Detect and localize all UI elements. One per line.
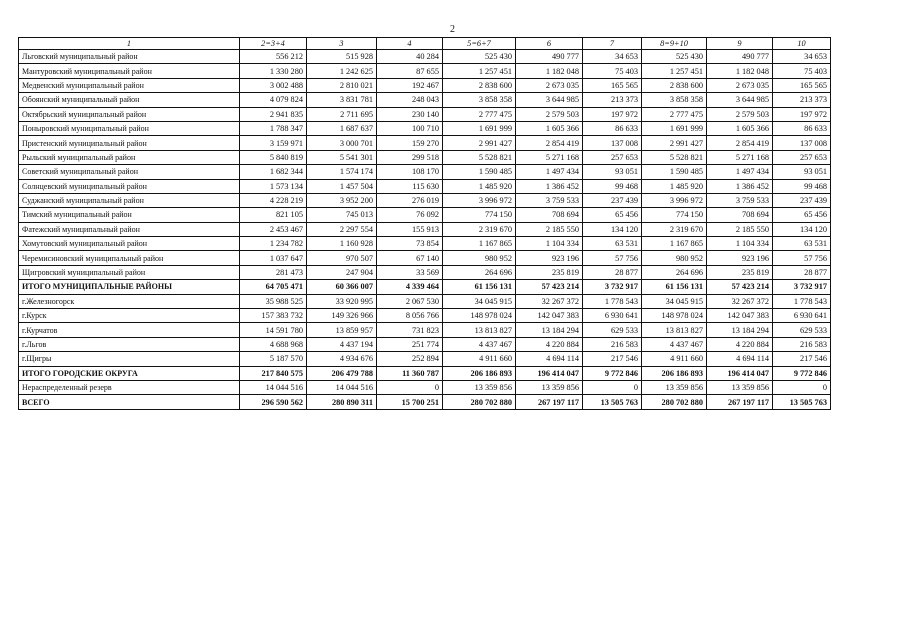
table-cell: 3 996 972 [443,193,516,207]
table-cell: 60 366 007 [307,280,377,294]
table-cell: 206 479 788 [307,366,377,380]
column-header: 3 [307,38,377,50]
table-cell: 4 437 467 [642,337,707,351]
table-cell: 4 694 114 [707,352,773,366]
column-header: 7 [583,38,642,50]
row-name: Советский муниципальный район [19,165,240,179]
row-name: г.Курск [19,309,240,323]
table-cell: 237 439 [583,193,642,207]
table-cell: 299 518 [377,150,443,164]
row-name: Пристенский муниципальный район [19,136,240,150]
column-header: 1 [19,38,240,50]
table-row [19,64,831,78]
table-cell: 774 150 [443,208,516,222]
table-row [19,208,831,222]
row-name: г.Курчатов [19,323,240,337]
table-cell: 3 002 488 [240,78,307,92]
row-name: Мантуровский муниципальный район [19,64,240,78]
table-cell: 33 569 [377,265,443,279]
table-cell: 970 507 [307,251,377,265]
table-cell: 217 546 [773,352,831,366]
row-name: ИТОГО МУНИЦИПАЛЬНЫЕ РАЙОНЫ [19,280,240,294]
table-cell: 1 257 451 [443,64,516,78]
table-cell: 708 694 [516,208,583,222]
table-row [19,352,831,366]
row-name: Нераспределенный резерв [19,380,240,394]
table-cell: 14 044 516 [240,380,307,394]
table-cell: 525 430 [443,50,516,64]
table-cell: 280 702 880 [642,395,707,409]
table-cell: 213 373 [773,93,831,107]
table-cell: 57 756 [773,251,831,265]
table-cell: 4 437 194 [307,337,377,351]
table-cell: 1 457 504 [307,179,377,193]
table-cell: 1 104 334 [516,237,583,251]
table-cell: 134 120 [583,222,642,236]
table-cell: 11 360 787 [377,366,443,380]
table-cell: 75 403 [583,64,642,78]
table-cell: 149 326 966 [307,309,377,323]
row-name: Рыльский муниципальный район [19,150,240,164]
table-cell: 4 694 114 [516,352,583,366]
table-cell: 13 184 294 [707,323,773,337]
table-cell: 237 439 [773,193,831,207]
table-cell: 3 858 358 [443,93,516,107]
table-cell: 276 019 [377,193,443,207]
table-cell: 13 813 827 [642,323,707,337]
table-cell: 13 813 827 [443,323,516,337]
table-cell: 197 972 [773,107,831,121]
table-row [19,251,831,265]
row-name: Хомутовский муниципальный район [19,237,240,251]
table-cell: 76 092 [377,208,443,222]
table-cell: 217 840 575 [240,366,307,380]
table-cell: 216 583 [773,337,831,351]
row-name: Суджанский муниципальный район [19,193,240,207]
column-header: 6 [516,38,583,50]
table-cell: 2 711 695 [307,107,377,121]
row-name: Черемисиновский муниципальный район [19,251,240,265]
table-cell: 3 858 358 [642,93,707,107]
table-cell: 61 156 131 [443,280,516,294]
table-cell: 5 187 570 [240,352,307,366]
table-cell: 3 759 533 [516,193,583,207]
table-cell: 99 468 [583,179,642,193]
table-cell: 157 383 732 [240,309,307,323]
table-cell: 1 167 865 [642,237,707,251]
table-cell: 4 079 824 [240,93,307,107]
table-cell: 2 941 835 [240,107,307,121]
table-cell: 137 008 [773,136,831,150]
table-cell: 67 140 [377,251,443,265]
table-cell: 2 854 419 [516,136,583,150]
table-cell: 1 788 347 [240,121,307,135]
table-cell: 13 505 763 [773,395,831,409]
table-cell: 61 156 131 [642,280,707,294]
table-cell: 1 167 865 [443,237,516,251]
table-cell: 196 414 047 [707,366,773,380]
table-cell: 2 297 554 [307,222,377,236]
column-header: 2=3+4 [240,38,307,50]
table-cell: 1 485 920 [642,179,707,193]
table-cell: 2 854 419 [707,136,773,150]
table-cell: 235 819 [707,265,773,279]
table-cell: 197 972 [583,107,642,121]
table-cell: 4 934 676 [307,352,377,366]
table-cell: 2 673 035 [516,78,583,92]
table-cell: 490 777 [707,50,773,64]
column-header: 10 [773,38,831,50]
table-cell: 235 819 [516,265,583,279]
table-cell: 155 913 [377,222,443,236]
table-cell: 280 890 311 [307,395,377,409]
table-cell: 9 772 846 [583,366,642,380]
table-cell: 1 182 048 [707,64,773,78]
table-row [19,150,831,164]
table-cell: 86 633 [583,121,642,135]
row-name: Тимский муниципальный район [19,208,240,222]
table-cell: 1 330 280 [240,64,307,78]
table-cell: 1 242 625 [307,64,377,78]
table-cell: 1 778 543 [583,294,642,308]
table-cell: 515 928 [307,50,377,64]
table-row [19,179,831,193]
table-cell: 4 220 884 [707,337,773,351]
table-row [19,323,831,337]
table-cell: 3 759 533 [707,193,773,207]
column-header: 8=9+10 [642,38,707,50]
table-cell: 247 904 [307,265,377,279]
table-cell: 0 [583,380,642,394]
total-row [19,366,831,380]
table-cell: 1 160 928 [307,237,377,251]
table-cell: 63 531 [773,237,831,251]
table-row [19,136,831,150]
table-cell: 1 687 637 [307,121,377,135]
table-cell: 267 197 117 [516,395,583,409]
table-cell: 32 267 372 [516,294,583,308]
table-cell: 148 978 024 [443,309,516,323]
table-cell: 192 467 [377,78,443,92]
table-cell: 1 691 999 [443,121,516,135]
table-body [19,38,831,410]
table-cell: 8 056 766 [377,309,443,323]
table-cell: 3 732 917 [583,280,642,294]
table-cell: 1 605 366 [707,121,773,135]
table-cell: 1 590 485 [642,165,707,179]
table-cell: 1 037 647 [240,251,307,265]
table-cell: 4 911 660 [642,352,707,366]
table-cell: 65 456 [583,208,642,222]
table-cell: 99 468 [773,179,831,193]
table-cell: 159 270 [377,136,443,150]
table-cell: 73 854 [377,237,443,251]
table-cell: 280 702 880 [443,395,516,409]
table-cell: 28 877 [583,265,642,279]
table-cell: 2 579 503 [516,107,583,121]
table-cell: 264 696 [642,265,707,279]
table-cell: 1 574 174 [307,165,377,179]
table-cell: 2 838 600 [642,78,707,92]
table-cell: 821 105 [240,208,307,222]
table-cell: 923 196 [516,251,583,265]
table-cell: 5 541 301 [307,150,377,164]
table-cell: 3 159 971 [240,136,307,150]
table-row [19,222,831,236]
table-cell: 980 952 [443,251,516,265]
table-cell: 34 045 915 [642,294,707,308]
table-cell: 13 184 294 [516,323,583,337]
table-cell: 257 653 [773,150,831,164]
table-cell: 14 591 780 [240,323,307,337]
table-cell: 5 840 819 [240,150,307,164]
table-cell: 980 952 [642,251,707,265]
table-cell: 57 423 214 [707,280,773,294]
table-cell: 13 359 856 [443,380,516,394]
table-cell: 4 437 467 [443,337,516,351]
table-cell: 1 778 543 [773,294,831,308]
table-cell: 1 386 452 [516,179,583,193]
table-cell: 217 546 [583,352,642,366]
table-cell: 1 605 366 [516,121,583,135]
table-cell: 3 000 701 [307,136,377,150]
row-name: г.Железногорск [19,294,240,308]
table-row [19,309,831,323]
table-cell: 137 008 [583,136,642,150]
table-cell: 3 644 985 [516,93,583,107]
table-cell: 1 182 048 [516,64,583,78]
table-cell: 57 756 [583,251,642,265]
table-cell: 108 170 [377,165,443,179]
table-cell: 745 013 [307,208,377,222]
column-header: 5=6+7 [443,38,516,50]
table-cell: 490 777 [516,50,583,64]
row-name: Поныровский муниципальный район [19,121,240,135]
table-cell: 230 140 [377,107,443,121]
table-cell: 2 777 475 [443,107,516,121]
table-cell: 165 565 [583,78,642,92]
row-name: г.Щигры [19,352,240,366]
table-cell: 4 339 464 [377,280,443,294]
table-cell: 3 952 200 [307,193,377,207]
table-row [19,193,831,207]
table-cell: 4 688 968 [240,337,307,351]
table-row [19,237,831,251]
table-cell: 40 284 [377,50,443,64]
table-cell: 281 473 [240,265,307,279]
table-cell: 1 497 434 [516,165,583,179]
table-cell: 5 528 821 [443,150,516,164]
table-cell: 134 120 [773,222,831,236]
table-row [19,107,831,121]
table-cell: 525 430 [642,50,707,64]
table-cell: 6 930 641 [773,309,831,323]
table-cell: 34 653 [583,50,642,64]
row-name: ИТОГО ГОРОДСКИЕ ОКРУГА [19,366,240,380]
table-cell: 142 047 383 [516,309,583,323]
table-cell: 115 630 [377,179,443,193]
table-cell: 100 710 [377,121,443,135]
table-cell: 2 991 427 [443,136,516,150]
row-name: г.Льгов [19,337,240,351]
table-cell: 1 590 485 [443,165,516,179]
table-cell: 142 047 383 [707,309,773,323]
table-cell: 2 838 600 [443,78,516,92]
table-cell: 2 453 467 [240,222,307,236]
table-cell: 3 996 972 [642,193,707,207]
table-cell: 32 267 372 [707,294,773,308]
row-name: Медвенский муниципальный район [19,78,240,92]
table-cell: 248 043 [377,93,443,107]
table-row [19,93,831,107]
table-cell: 216 583 [583,337,642,351]
table-cell: 4 228 219 [240,193,307,207]
row-name: Солнцевский муниципальный район [19,179,240,193]
row-name: ВСЕГО [19,395,240,409]
table-cell: 2 777 475 [642,107,707,121]
table-cell: 34 653 [773,50,831,64]
table-cell: 2 673 035 [707,78,773,92]
table-cell: 267 197 117 [707,395,773,409]
table-cell: 63 531 [583,237,642,251]
table-row [19,337,831,351]
table-cell: 196 414 047 [516,366,583,380]
table-row [19,165,831,179]
table-cell: 165 565 [773,78,831,92]
row-name: Фатежский муниципальный район [19,222,240,236]
table-row [19,78,831,92]
table-cell: 923 196 [707,251,773,265]
table-cell: 629 533 [583,323,642,337]
table-cell: 708 694 [707,208,773,222]
table-cell: 2 810 021 [307,78,377,92]
row-name: Щигровский муниципальный район [19,265,240,279]
table-cell: 4 911 660 [443,352,516,366]
table-cell: 0 [773,380,831,394]
table-cell: 2 185 550 [516,222,583,236]
table-row [19,380,831,394]
table-cell: 13 505 763 [583,395,642,409]
table-cell: 206 186 893 [642,366,707,380]
table-cell: 57 423 214 [516,280,583,294]
table-cell: 1 485 920 [443,179,516,193]
table-cell: 13 859 957 [307,323,377,337]
total-row [19,280,831,294]
table-cell: 148 978 024 [642,309,707,323]
table-cell: 251 774 [377,337,443,351]
table-cell: 13 359 856 [516,380,583,394]
table-cell: 1 257 451 [642,64,707,78]
table-row [19,121,831,135]
table-cell: 2 579 503 [707,107,773,121]
table-cell: 2 319 670 [443,222,516,236]
table-cell: 5 528 821 [642,150,707,164]
table-cell: 0 [377,380,443,394]
table-cell: 35 988 525 [240,294,307,308]
table-cell: 5 271 168 [516,150,583,164]
table-cell: 3 831 781 [307,93,377,107]
column-header: 4 [377,38,443,50]
table-cell: 252 894 [377,352,443,366]
table-row [19,294,831,308]
table-cell: 65 456 [773,208,831,222]
table-cell: 731 823 [377,323,443,337]
table-cell: 87 655 [377,64,443,78]
table-cell: 33 920 995 [307,294,377,308]
table-cell: 213 373 [583,93,642,107]
table-cell: 1 691 999 [642,121,707,135]
table-cell: 206 186 893 [443,366,516,380]
table-cell: 13 359 856 [642,380,707,394]
budget-table [18,37,831,410]
table-cell: 3 644 985 [707,93,773,107]
table-cell: 64 705 471 [240,280,307,294]
table-cell: 6 930 641 [583,309,642,323]
table-cell: 9 772 846 [773,366,831,380]
table-cell: 1 497 434 [707,165,773,179]
table-cell: 2 185 550 [707,222,773,236]
table-cell: 93 051 [773,165,831,179]
table-cell: 1 573 134 [240,179,307,193]
table-cell: 2 991 427 [642,136,707,150]
total-row [19,395,831,409]
table-cell: 629 533 [773,323,831,337]
table-cell: 1 682 344 [240,165,307,179]
page-number: 2 [450,24,455,35]
table-cell: 2 319 670 [642,222,707,236]
table-cell: 15 700 251 [377,395,443,409]
row-name: Обоянский муниципальный район [19,93,240,107]
table-cell: 13 359 856 [707,380,773,394]
row-name: Октябрьский муниципальный район [19,107,240,121]
table-cell: 296 590 562 [240,395,307,409]
table-cell: 257 653 [583,150,642,164]
table-cell: 1 234 782 [240,237,307,251]
table-cell: 34 045 915 [443,294,516,308]
table-cell: 86 633 [773,121,831,135]
table-cell: 93 051 [583,165,642,179]
table-cell: 1 386 452 [707,179,773,193]
row-name: Льговский муниципальный район [19,50,240,64]
table-cell: 774 150 [642,208,707,222]
table-cell: 264 696 [443,265,516,279]
table-row [19,265,831,279]
table-cell: 2 067 530 [377,294,443,308]
table-cell: 5 271 168 [707,150,773,164]
table-cell: 75 403 [773,64,831,78]
table-cell: 556 212 [240,50,307,64]
table-cell: 1 104 334 [707,237,773,251]
table-cell: 4 220 884 [516,337,583,351]
column-header: 9 [707,38,773,50]
header-row [19,38,831,50]
table-cell: 28 877 [773,265,831,279]
table-cell: 3 732 917 [773,280,831,294]
table-row [19,50,831,64]
table-cell: 14 044 516 [307,380,377,394]
